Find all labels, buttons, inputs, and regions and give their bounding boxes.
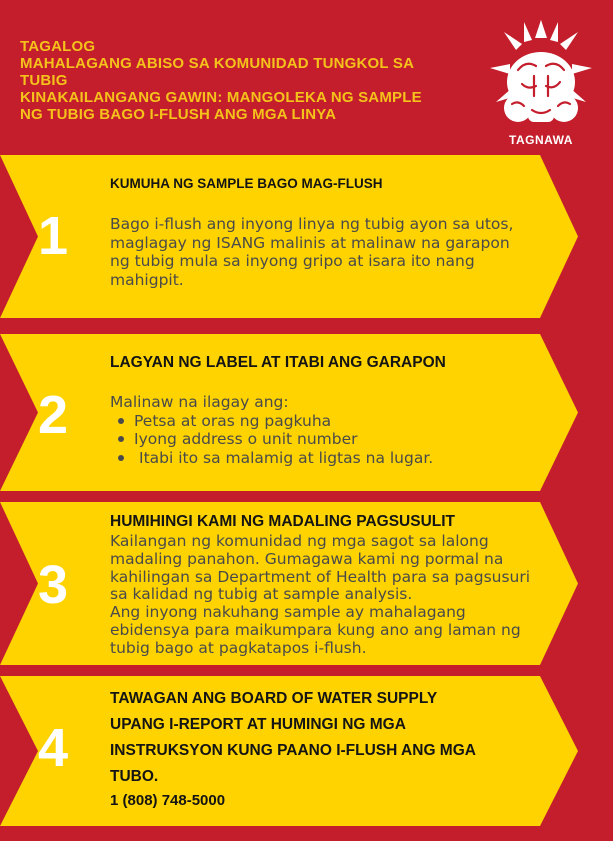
step-4-band <box>0 676 578 826</box>
body-line: ebidensya para maikumpara kung ano ang laman ng <box>110 620 521 639</box>
step-body <box>110 215 513 289</box>
list-item: Iyong address o unit number <box>110 430 433 449</box>
header-line: TUBIG <box>20 72 68 89</box>
step-title <box>110 686 476 790</box>
title-line: INSTRUKSYON KUNG PAANO I-FLUSH ANG MGA <box>110 742 476 759</box>
phone-number[interactable]: 1 (808) 748-5000 <box>110 792 226 809</box>
body-line: sa kalidad ng tubig at sample analysis. <box>110 585 413 604</box>
step-title: KUMUHA NG SAMPLE BAGO MAG-FLUSH <box>110 176 383 191</box>
step-body <box>110 533 530 658</box>
list-item: Itabi ito sa malamig at ligtas na lugar. <box>110 449 433 468</box>
title-line: UPANG I-REPORT AT HUMINGI NG MGA <box>110 716 406 733</box>
body-line: kahilingan sa Department of Health para sa pagsusuri <box>110 567 531 586</box>
step-3-band <box>0 502 578 665</box>
title-line: TUBO. <box>110 768 159 785</box>
body-line: Kailangan ng komunidad ng mga sagot sa lalong <box>110 532 489 550</box>
body-line: madaling panahon. Gumagawa kami ng pormal na <box>110 549 504 568</box>
step-title: HUMIHINGI KAMI NG MADALING PAGSUSULIT <box>110 513 456 530</box>
notice-header <box>20 38 470 123</box>
step-number: 4 <box>37 718 69 778</box>
body-line: tubig bago at pagkatapos i-flush. <box>110 638 367 657</box>
list-item: Petsa at oras ng pagkuha <box>110 412 433 431</box>
body-line: Ang inyong nakuhang sample ay mahalagang <box>110 603 466 622</box>
body-line: Bago i-flush ang inyong linya ng tubig ayon sa utos, <box>110 215 514 233</box>
bullet-list <box>110 412 433 468</box>
header-line: KINAKAILANGANG GAWIN: MANGOLEKA NG SAMPLE <box>20 89 422 106</box>
body-line: ng tubig mula sa inyong gripo at isara ito nang <box>110 252 475 270</box>
header-line: TAGALOG <box>20 38 96 55</box>
step-body <box>110 393 433 467</box>
step-2-band <box>0 334 578 491</box>
tagnawa-logo <box>488 18 594 150</box>
step-number: 2 <box>37 385 69 445</box>
step-1-band <box>0 155 578 318</box>
logo-name: TAGNAWA <box>509 133 573 147</box>
step-number: 3 <box>37 555 69 615</box>
step-title: LAGYAN NG LABEL AT ITABI ANG GARAPON <box>110 354 446 371</box>
step-number: 1 <box>37 206 69 266</box>
header-line: MAHALAGANG ABISO SA KOMUNIDAD TUNGKOL SA <box>20 55 415 72</box>
title-line: TAWAGAN ANG BOARD OF WATER SUPPLY <box>110 690 438 707</box>
header-line: NG TUBIG BAGO I-FLUSH ANG MGA LINYA <box>20 106 337 123</box>
body-intro: Malinaw na ilagay ang: <box>110 393 289 411</box>
body-line: maglagay ng ISANG malinis at malinaw na garapon <box>110 233 510 252</box>
sun-fists-icon <box>488 18 594 130</box>
body-line: mahigpit. <box>110 270 184 289</box>
